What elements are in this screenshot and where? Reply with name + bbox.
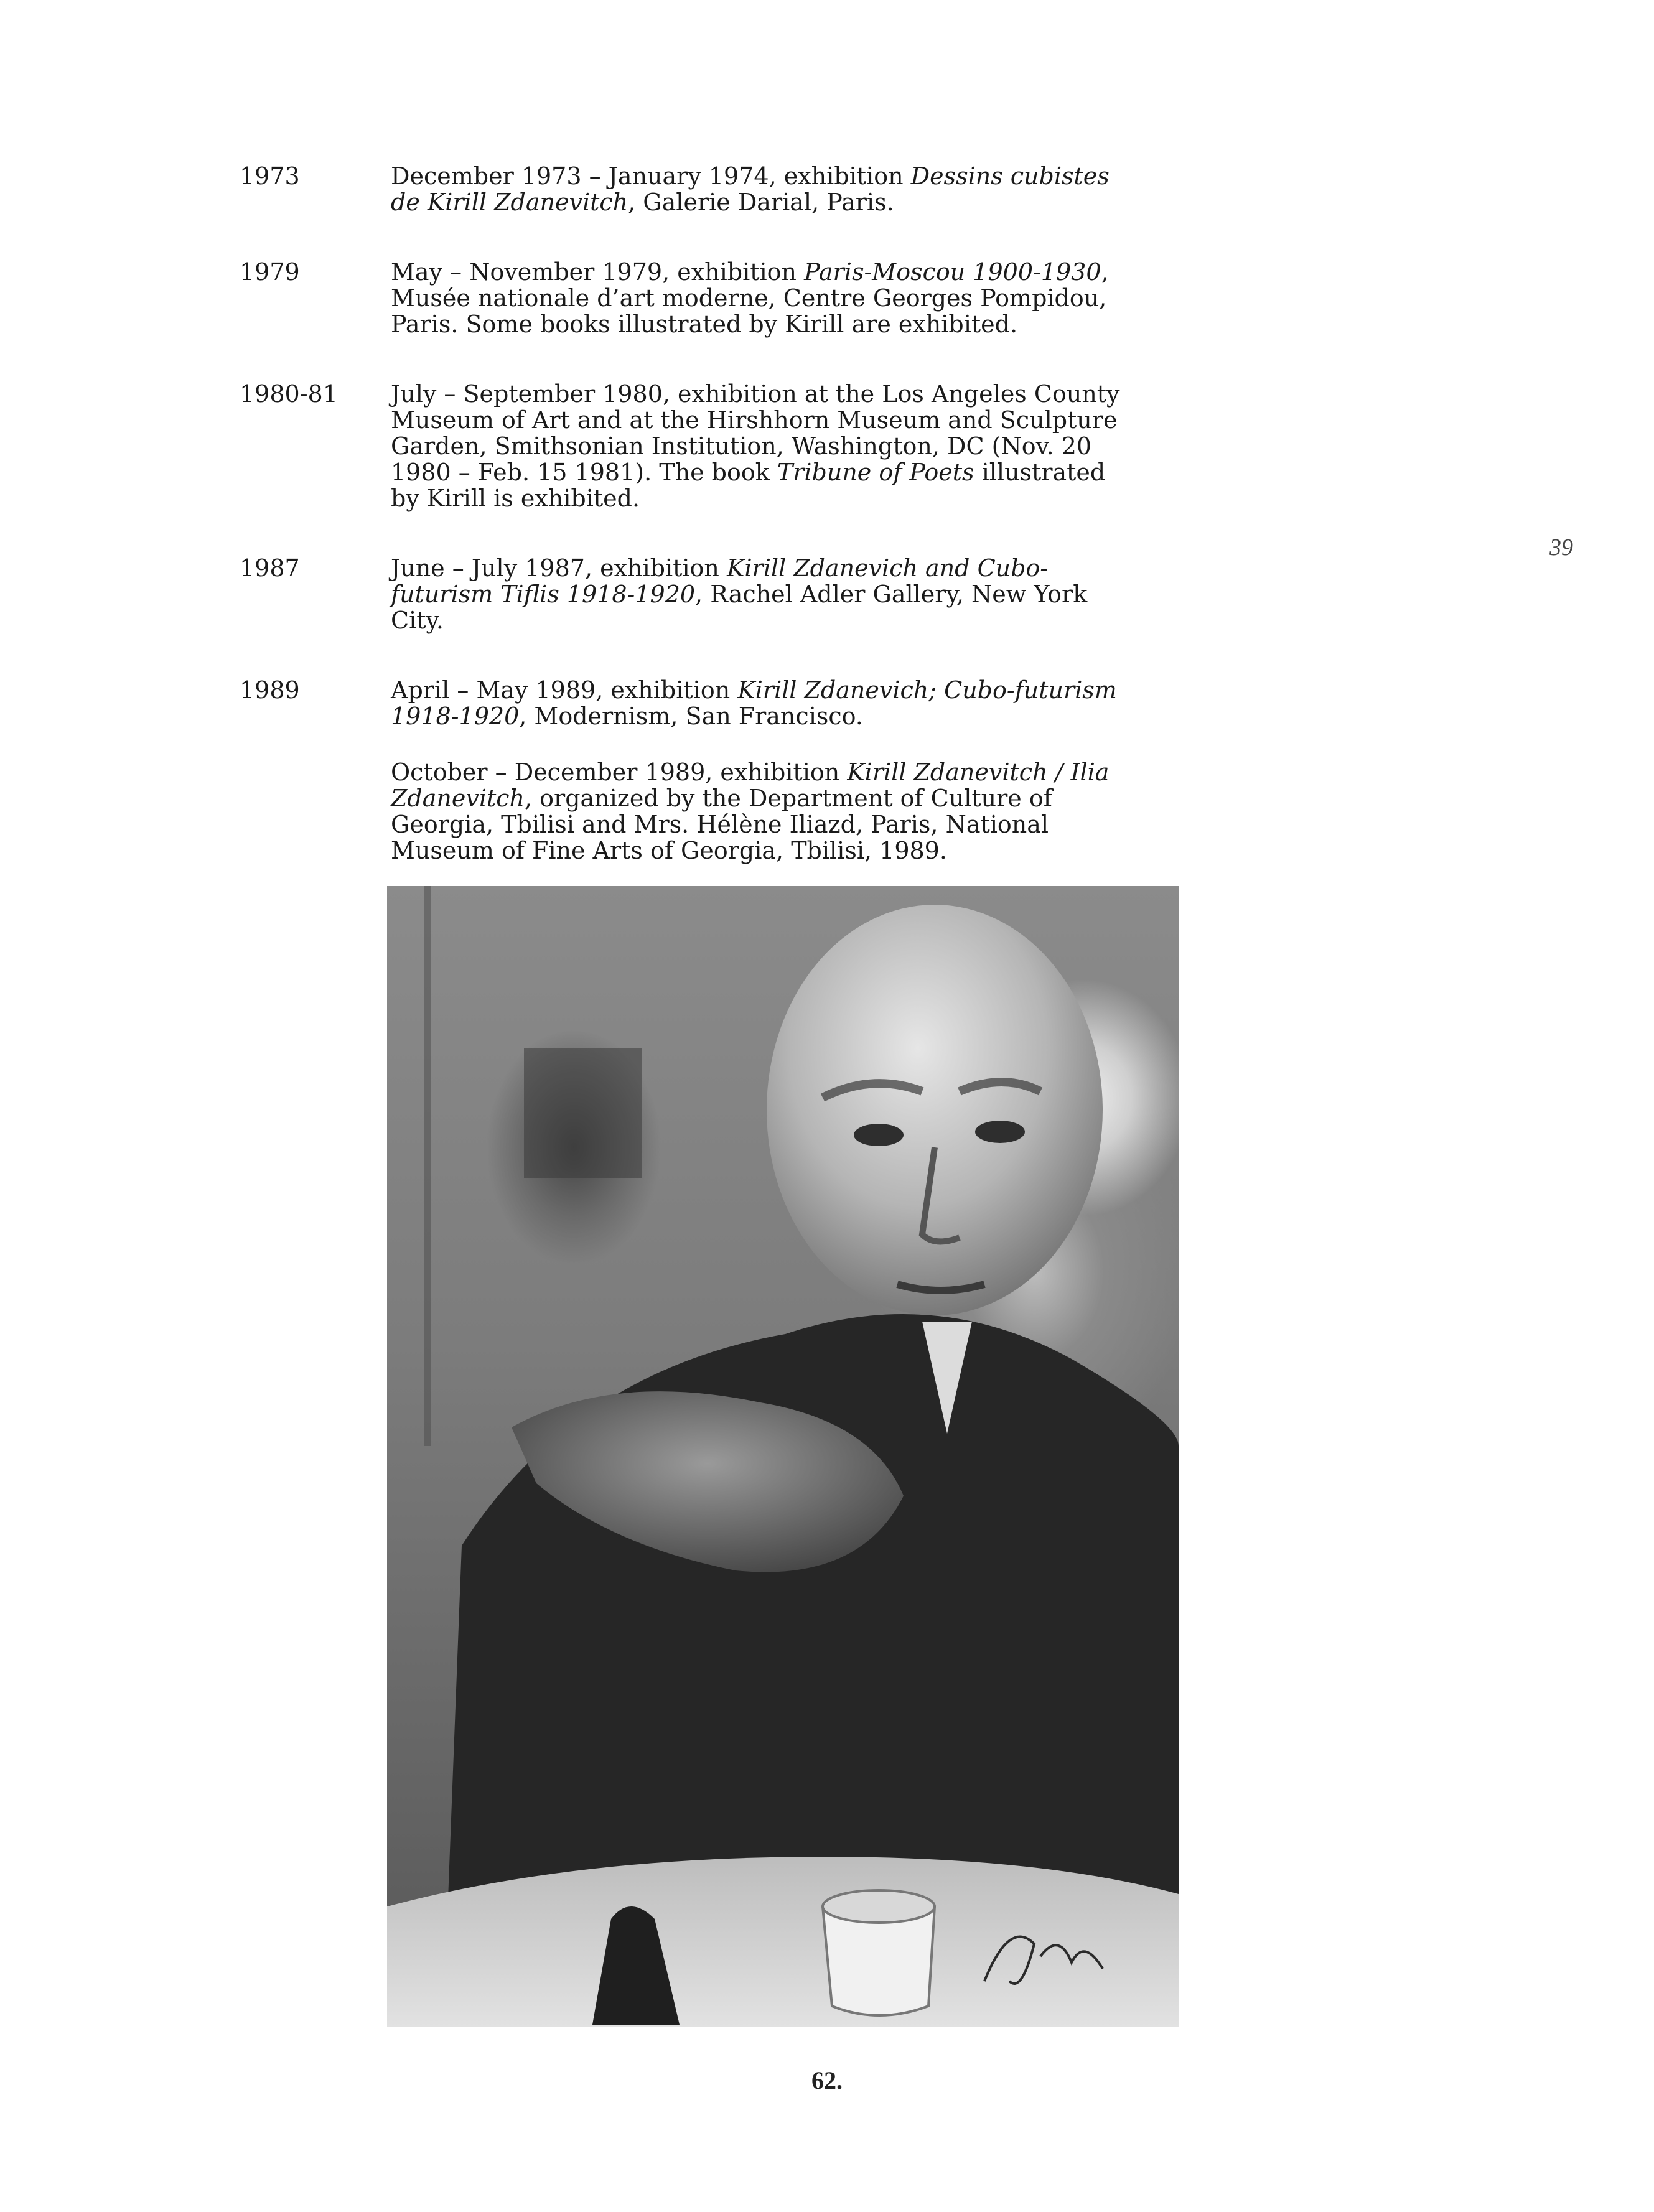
entry-text: May – November 1979, exhibition (391, 258, 805, 286)
entry-paragraph (391, 759, 1138, 864)
entry-text: , Rachel Adler Gallery, New York City. (391, 581, 1088, 634)
chronology-entry (240, 677, 1173, 864)
background-picture-frame (524, 1048, 642, 1178)
chronology-entry (240, 555, 1173, 633)
entry-description (391, 677, 1138, 864)
eye-left (854, 1124, 904, 1146)
margin-page-number: 39 (1549, 534, 1573, 561)
table-surface (387, 1857, 1179, 2027)
portrait-photograph (387, 886, 1179, 2027)
entry-paragraph (391, 381, 1138, 511)
entry-text: , Musée nationale d’art moderne, Centre Georges Pompidou, Paris. Some books illustrated by Kirill are exhibited. (391, 258, 1109, 338)
eye-right (975, 1121, 1025, 1143)
entry-text: , Modernism, San Francisco. (519, 702, 863, 730)
entry-year: 1973 (240, 162, 300, 190)
entry-paragraph (391, 259, 1138, 337)
entry-text: , organized by the Department of Culture of Georgia, Tbilisi and Mrs. Hélène Iliazd, Paris, National Museum of Fine Arts of Georgia, Tbilisi, 1989. (391, 785, 1052, 864)
entry-text: July – September 1980, exhibition at the Los Angeles County Museum of Art and at the Hirshhorn Museum and Sculpture Garden, Smithsonian Institution, Washington, DC (Nov. 20 1980 – Feb. 15 1981). The book (391, 380, 1120, 486)
exhibition-title: Kirill Zdanevitch / Ilia Zdanevitch (391, 758, 1110, 812)
entry-paragraph (391, 163, 1138, 215)
exhibition-chronology (240, 163, 1173, 907)
portrait-illustration (387, 886, 1179, 2027)
background-door-edge (424, 886, 431, 1446)
entry-text: April – May 1989, exhibition (391, 676, 738, 704)
entry-description (391, 555, 1138, 633)
entry-year: 1987 (240, 554, 300, 582)
exhibition-title: Paris-Moscou 1900-1930 (804, 258, 1101, 286)
entry-description (391, 163, 1138, 215)
exhibition-title: Dessins cubistes de Kirill Zdanevitch (391, 162, 1110, 216)
entry-year: 1980-81 (240, 380, 338, 408)
exhibition-title: Tribune of Poets (777, 459, 974, 486)
chronology-entry (240, 163, 1173, 215)
entry-text: illustrated by Kirill is exhibited. (391, 459, 1106, 512)
entry-year: 1989 (240, 676, 300, 704)
entry-paragraph (391, 555, 1138, 633)
exhibition-title: Kirill Zdanevich and Cubo-futurism Tiflis 1918-1920 (391, 554, 1049, 608)
chronology-entry (240, 381, 1173, 511)
cup-rim (823, 1890, 935, 1923)
head (767, 905, 1103, 1315)
entry-text: June – July 1987, exhibition (391, 554, 727, 582)
entry-paragraph (391, 677, 1138, 729)
exhibition-title: Kirill Zdanevich; Cubo-futurism 1918-1920 (391, 676, 1117, 730)
entry-description (391, 259, 1138, 337)
entry-description (391, 381, 1138, 511)
entry-year: 1979 (240, 258, 300, 286)
entry-text: , Galerie Darial, Paris. (628, 189, 894, 216)
figure-number: 62. (811, 2066, 843, 2094)
chronology-entry (240, 259, 1173, 337)
entry-text: December 1973 – January 1974, exhibition (391, 162, 911, 190)
entry-text: October – December 1989, exhibition (391, 758, 848, 786)
